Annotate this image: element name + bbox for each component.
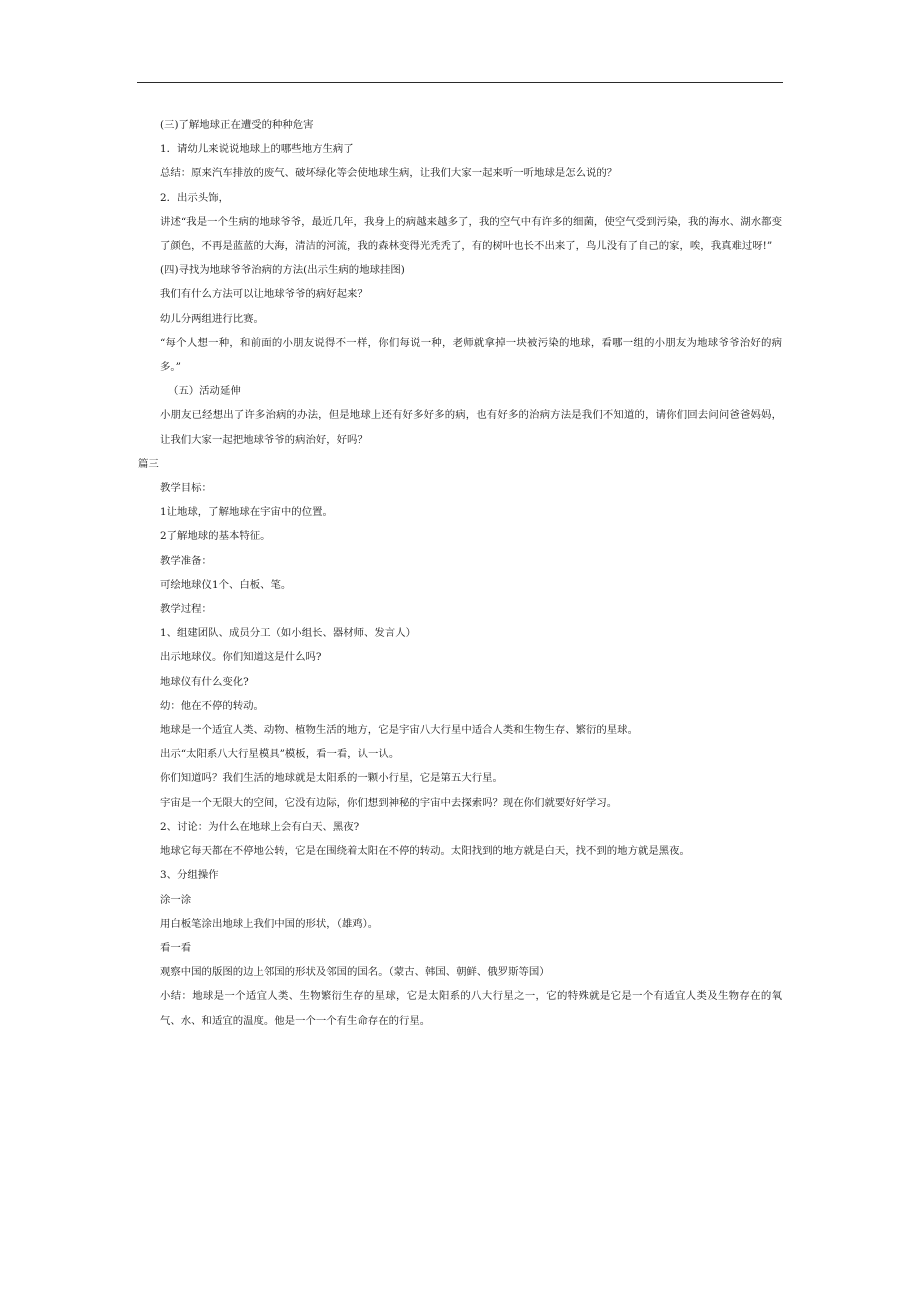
paragraph: 教学过程：: [160, 603, 212, 616]
paragraph: 涂一涂: [160, 893, 192, 906]
paragraph: 可绘地球仪1个、白板、笔。: [160, 578, 292, 591]
paragraph: 幼儿分两组进行比赛。: [160, 312, 264, 325]
section-heading: (三)了解地球正在遭受的种种危害: [160, 119, 314, 131]
paragraph: 用白板笔涂出地球上我们中国的形状，（雄鸡）。: [160, 917, 379, 930]
paragraph: 看一看: [160, 941, 192, 954]
paragraph: 2．出示头饰，: [160, 191, 229, 204]
paragraph: 宇宙是一个无限大的空间，它没有边际，你们想到神秘的宇宙中去探索吗？现在你们就要好好学习。: [160, 796, 618, 809]
paragraph: 小朋友已经想出了许多治病的办法，但是地球上还有好多好多的病，也有好多的治病方法是我们不知道的，请你们回去问问爸爸妈妈，让我们大家一起把地球爷爷的病治好，好吗？: [160, 409, 782, 446]
paragraph: 地球是一个适宜人类、动物、植物生活的地方，它是宇宙八大行星中适合人类和生物生存、繁衍的星球。: [160, 724, 638, 737]
paragraph: 观察中国的版图的边上邻国的形状及邻国的国名。（蒙古、韩国、朝鲜、俄罗斯等国）: [160, 966, 550, 979]
paragraph: 3、分组操作: [160, 869, 219, 882]
paragraph: 2了解地球的基本特征。: [160, 530, 271, 543]
header-rule: [137, 82, 783, 83]
paragraph: 幼：他在不停的转动。: [160, 699, 264, 712]
paragraph: 1．请幼儿来说说地球上的哪些地方生病了: [160, 143, 354, 156]
paragraph: 我们有什么方法可以让地球爷爷的病好起来？: [160, 288, 368, 301]
paragraph: 小结：地球是一个适宜人类、生物繁衍生存的星球，它是太阳系的八大行星之一，它的特殊就是它是一个有适宜人类及生物存在的氧气、水、和适宜的温度。他是一个一个有生命存在的行星。: [160, 990, 782, 1027]
paragraph: 你们知道吗？我们生活的地球就是太阳系的一颗小行星，它是第五大行星。: [160, 772, 503, 785]
paragraph: 出示地球仪。你们知道这是什么吗?: [160, 651, 322, 664]
paragraph: 1、组建团队、成员分工（如小组长、器材师、发言人）: [160, 627, 416, 640]
section-heading: (四)寻找为地球爷爷治病的方法(出示生病的地球挂图): [160, 264, 405, 277]
paragraph: “每个人想一种，和前面的小朋友说得不一样，你们每说一种，老师就拿掉一块被污染的地球，看哪一组的小朋友为地球爷爷治好的病多。”: [160, 336, 782, 374]
paragraph: 2、讨论：为什么在地球上会有白天、黑夜?: [160, 820, 360, 833]
chapter-heading: 篇三: [138, 457, 159, 470]
section-heading: （五）活动延伸: [168, 385, 241, 398]
paragraph: 总结：原来汽车排放的废气、破坏绿化等会使地球生病，让我们大家一起来听一听地球是怎么说的？: [160, 167, 618, 180]
paragraph: 教学目标：: [160, 482, 212, 495]
document-body: [138, 113, 782, 1033]
paragraph: 地球它每天都在不停地公转，它是在围绕着太阳在不停的转动。太阳找到的地方就是白天，找不到的地方就是黑夜。: [160, 845, 690, 858]
paragraph: 教学准备：: [160, 554, 212, 567]
paragraph: 讲述“我是一个生病的地球爷爷，最近几年，我身上的病越来越多了，我的空气中有许多的细菌，使空气受到污染，我的海水、湖水都变了颜色，不再是蓝蓝的大海，清洁的河流，我的森林变得光秃秃了，有的树叶也长不出来了，鸟儿没有了自己的家，唉，我真难过呀!”: [160, 215, 782, 253]
paragraph: 1让地球，了解地球在宇宙中的位置。: [160, 506, 333, 519]
paragraph: 地球仪有什么变化?: [160, 675, 249, 688]
paragraph: 出示“太阳系八大行星模具”模板，看一看，认一认。: [160, 748, 400, 761]
